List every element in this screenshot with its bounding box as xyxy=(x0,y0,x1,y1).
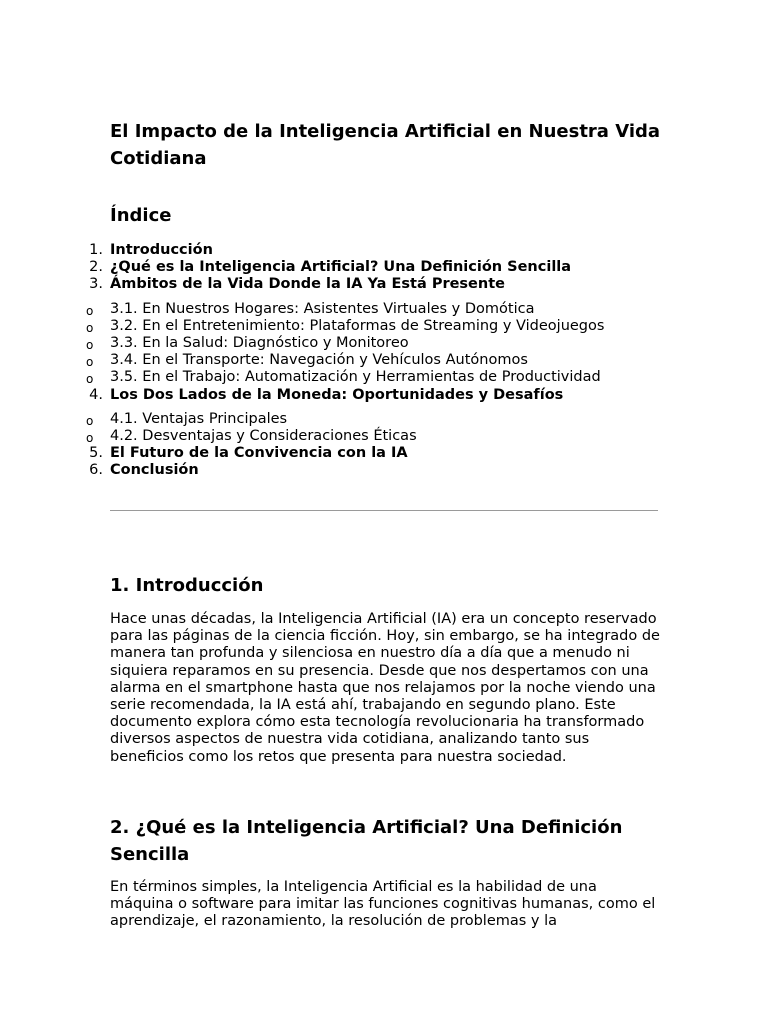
toc-bullet: o xyxy=(86,320,94,335)
toc-bullet: o xyxy=(86,372,94,387)
toc-item-number: 2. xyxy=(89,259,103,276)
index-heading: Índice xyxy=(110,205,172,226)
section-paragraph-definition: En términos simples, la Inteligencia Artificial es la habilidad de una máquina o software para imitar las funciones cognitivas humanas, como el aprendizaje, el razonamiento, la resolución de problemas y la xyxy=(110,879,656,930)
toc-item-label: ¿Qué es la Inteligencia Artificial? Una Definición Sencilla xyxy=(110,259,572,276)
toc-subitem[interactable] xyxy=(0,411,768,428)
toc-item[interactable] xyxy=(0,259,768,276)
toc-subitem-label: 3.1. En Nuestros Hogares: Asistentes Virtuales y Domótica xyxy=(110,300,535,317)
toc-item-label: Ámbitos de la Vida Donde la IA Ya Está Presente xyxy=(110,276,505,293)
toc-subitem[interactable] xyxy=(0,428,768,445)
toc-subitem-label: 4.2. Desventajas y Consideraciones Éticas xyxy=(110,427,417,444)
section-heading-definition: 2. ¿Qué es la Inteligencia Artificial? Una Definición Sencilla xyxy=(110,817,623,865)
toc-item-number: 1. xyxy=(89,242,103,258)
toc-item-label: El Futuro de la Convivencia con la IA xyxy=(110,445,408,462)
section-heading-introduction: 1. Introducción xyxy=(110,575,264,596)
toc-subitem-label: 3.4. En el Transporte: Navegación y Vehículos Autónomos xyxy=(110,352,528,369)
toc-item-number: 3. xyxy=(89,276,103,293)
horizontal-divider xyxy=(110,510,658,511)
toc-subitem[interactable] xyxy=(0,301,768,318)
toc-bullet: o xyxy=(86,337,94,352)
section-paragraph-introduction: Hace unas décadas, la Inteligencia Artificial (IA) era un concepto reservado para las páginas de la ciencia ficción. Hoy, sin embargo, se ha integrado de manera tan profunda y silenciosa en nuestro día a día que a menudo ni siquiera reparamos en su presencia. Desde que nos despertamos con una alarma en el smartphone hasta que nos relajamos por la noche viendo una serie recomendada, la IA está ahí, trabajando en segundo plano. Este documento explora cómo esta tecnología revolucionaria ha transformado diversos aspectos de nuestra vida cotidiana, analizando tanto sus beneficios como los retos que presenta para nuestra sociedad. xyxy=(110,611,660,765)
toc-item-number: 5. xyxy=(89,445,103,462)
toc-item[interactable] xyxy=(0,387,768,404)
toc-bullet: o xyxy=(86,355,94,370)
toc-item-number: 4. xyxy=(89,386,103,403)
toc-item-label: Conclusión xyxy=(110,462,199,479)
toc-item[interactable] xyxy=(0,462,768,479)
toc-subitem[interactable] xyxy=(0,335,768,352)
table-of-contents xyxy=(0,242,768,479)
toc-subitem-label: 3.5. En el Trabajo: Automatización y Herramientas de Productividad xyxy=(110,369,601,386)
toc-subitem-label: 3.2. En el Entretenimiento: Plataformas de Streaming y Videojuegos xyxy=(110,317,605,334)
toc-bullet: o xyxy=(86,430,94,445)
toc-item[interactable] xyxy=(0,445,768,462)
toc-subitem[interactable] xyxy=(0,369,768,386)
toc-subitem[interactable] xyxy=(0,352,768,369)
toc-item-label: Introducción xyxy=(110,242,213,258)
document-title: El Impacto de la Inteligencia Artificial en Nuestra Vida Cotidiana xyxy=(110,121,661,169)
toc-item[interactable] xyxy=(0,242,768,259)
toc-bullet: o xyxy=(86,413,94,428)
toc-subitem[interactable] xyxy=(0,318,768,335)
toc-subitem-label: 4.1. Ventajas Principales xyxy=(110,410,288,427)
toc-bullet: o xyxy=(86,303,94,318)
toc-item-number: 6. xyxy=(89,462,103,479)
toc-item-label: Los Dos Lados de la Moneda: Oportunidades y Desafíos xyxy=(110,386,564,403)
toc-subitem-label: 3.3. En la Salud: Diagnóstico y Monitoreo xyxy=(110,334,409,351)
toc-item[interactable] xyxy=(0,276,768,293)
